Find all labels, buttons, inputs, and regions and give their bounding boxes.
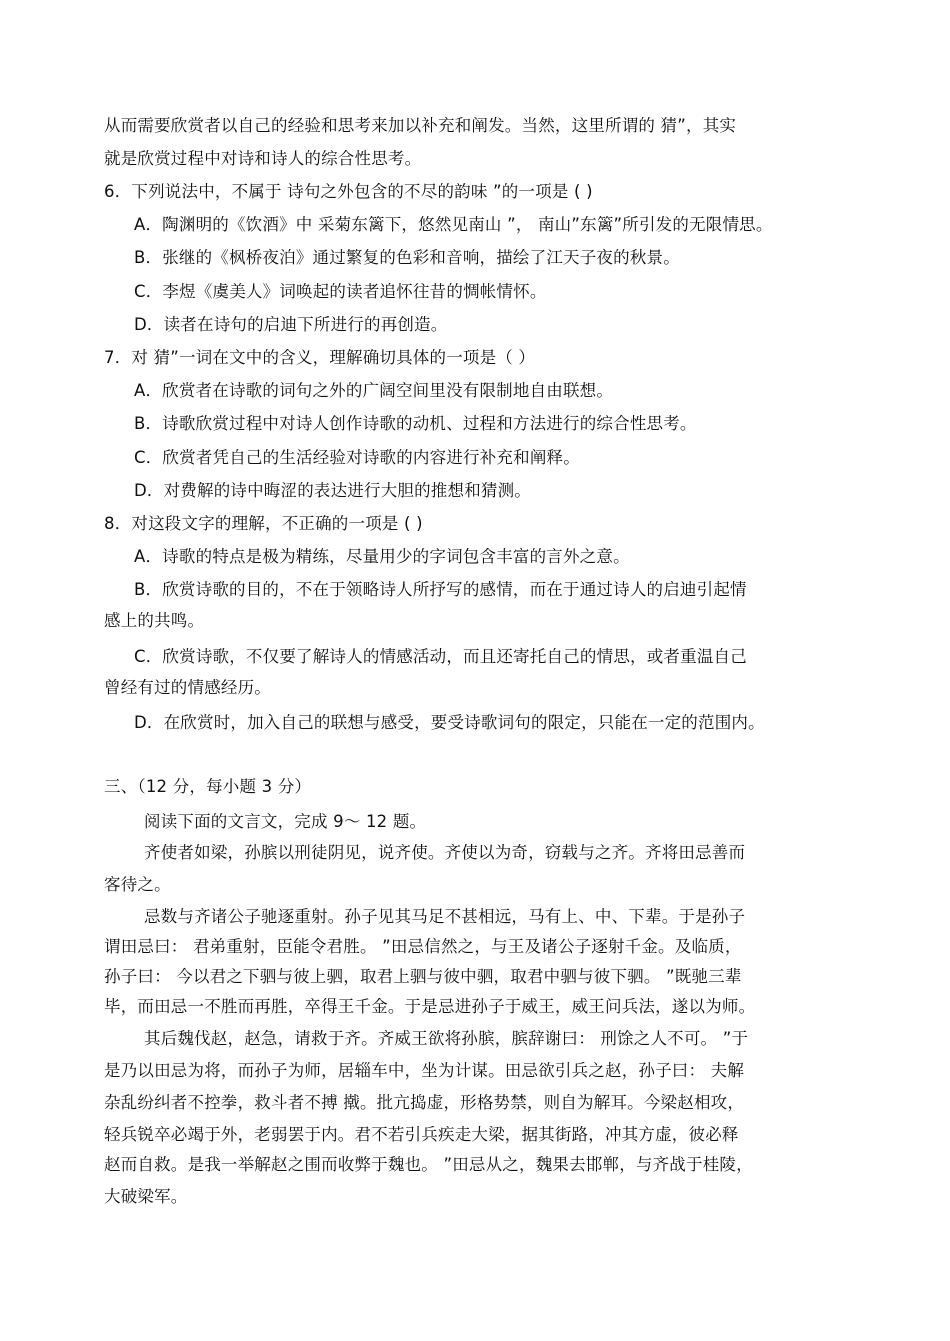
question-8-option-d: D．在欣赏时，加入自己的联想与感受，要受诗歌词句的限定，只能在一定的范围内。: [134, 713, 765, 732]
classical-text-line: 齐使者如梁，孙膑以刑徒阴见，说齐使。齐使以为奇，窃载与之齐。齐将田忌善而: [144, 843, 746, 862]
question-8-option-c: C．欣赏诗歌，不仅要了解诗人的情感活动，而且还寄托自己的情思，或者重温自己: [134, 647, 747, 666]
classical-text-line: 毕，而田忌一不胜而再胜，卒得王千金。于是忌进孙子于威王，威王问兵法，遂以为师。: [104, 997, 756, 1016]
question-8-stem: 8．对这段文字的理解，不正确的一项是 ( ): [104, 514, 423, 533]
question-6-option-d: D．读者在诗句的启迪下所进行的再创造。: [134, 315, 448, 334]
classical-text-line: 客待之。: [104, 875, 171, 894]
classical-text-line: 谓田忌曰： 君弟重射，臣能令君胜。 ”田忌信然之，与王及诸公子逐射千金。及临质，: [104, 937, 742, 956]
question-6-stem: 6．下列说法中，不属于 诗句之外包含的不尽的韵味 ”的一项是 ( ): [104, 182, 593, 201]
question-7-stem: 7．对 猜”一词在文中的含义，理解确切具体的一项是（ ）: [104, 348, 536, 367]
question-7-option-c: C．欣赏者凭自己的生活经验对诗歌的内容进行补充和阐释。: [134, 448, 580, 467]
classical-text-line: 孙子曰： 今以君之下驷与彼上驷，取君上驷与彼中驷，取君中驷与彼下驷。 ”既驰三辈: [104, 967, 742, 986]
classical-text-line: 忌数与齐诸公子驰逐重射。孙子见其马足不甚相远，马有上、中、下辈。于是孙子: [144, 907, 746, 926]
classical-text-line: 赵而自救。是我一举解赵之围而收弊于魏也。 ”田忌从之，魏果去邯郸，与齐战于桂陵，: [104, 1155, 753, 1174]
classical-text-line: 大破梁军。: [104, 1187, 188, 1206]
section-3-instruction: 阅读下面的文言文，完成 9～ 12 题。: [144, 812, 427, 831]
question-8-option-b: B．欣赏诗歌的目的，不在于领略诗人所抒写的感情，而在于通过诗人的启迪引起情: [134, 580, 747, 599]
classical-text-line: 其后魏伐赵，赵急，请救于齐。齐威王欲将孙膑，膑辞谢曰： 刑馀之人不可。 ”于: [144, 1029, 749, 1048]
question-7-option-d: D．对费解的诗中晦涩的表达进行大胆的推想和猜测。: [134, 481, 532, 500]
passage-line: 从而需要欣赏者以自己的经验和思考来加以补充和阐发。当然，这里所谓的 猜”，其实: [104, 116, 737, 135]
question-8-option-b-cont: 感上的共鸣。: [104, 611, 205, 630]
question-6-option-c: C．李煜《虞美人》词唤起的读者追怀往昔的惆帐情怀。: [134, 282, 547, 301]
question-8-option-a: A．诗歌的特点是极为精练，尽量用少的字词包含丰富的言外之意。: [134, 547, 630, 566]
passage-line: 就是欣赏过程中对诗和诗人的综合性思考。: [104, 149, 422, 168]
section-3-header: 三、（12 分，每小题 3 分）: [104, 777, 312, 796]
question-8-option-c-cont: 曾经有过的情感经历。: [104, 678, 271, 697]
classical-text-line: 轻兵锐卒必竭于外，老弱罢于内。君不若引兵疾走大梁，据其街路，冲其方虚，彼必释: [104, 1125, 739, 1144]
question-6-option-b: B．张继的《枫桥夜泊》通过繁复的色彩和音响，描绘了江天子夜的秋景。: [134, 248, 680, 267]
question-6-option-a: A．陶渊明的《饮酒》中 采菊东篱下，悠然见南山 ”， 南山”东篱”所引发的无限情思。: [134, 215, 773, 234]
question-7-option-b: B．诗歌欣赏过程中对诗人创作诗歌的动机、过程和方法进行的综合性思考。: [134, 414, 697, 433]
classical-text-line: 是乃以田忌为将，而孙子为师，居辎车中，坐为计谋。田忌欲引兵之赵，孙子曰： 夫解: [104, 1061, 745, 1080]
question-7-option-a: A．欣赏者在诗歌的词句之外的广阔空间里没有限制地自由联想。: [134, 381, 614, 400]
classical-text-line: 杂乱纷纠者不控拳，救斗者不搏 撠。批亢捣虚，形格势禁，则自为解耳。今梁赵相攻，: [104, 1093, 745, 1112]
